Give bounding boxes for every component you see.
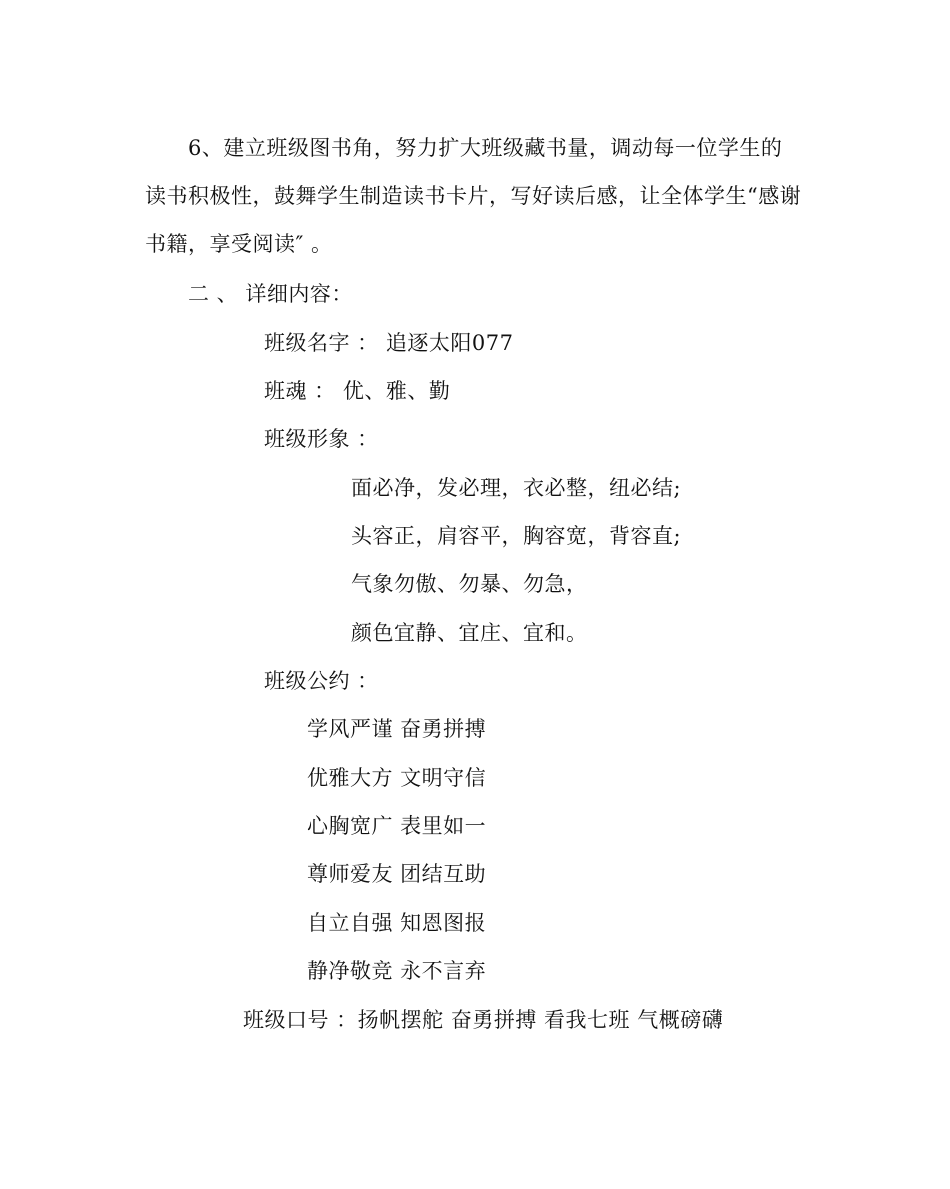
class-convention-line: 尊师爱友 团结互助 bbox=[307, 862, 487, 886]
class-convention-line: 静净敬竞 永不言弃 bbox=[307, 959, 487, 983]
class-image-line: 面必净，发必理，衣必整，纽必结; bbox=[351, 476, 682, 500]
paragraph-6-line-3: 书籍，享受阅读″ 。 bbox=[145, 232, 333, 256]
class-convention-line: 自立自强 知恩图报 bbox=[307, 911, 487, 935]
class-name: 班级名字 ： 追逐太阳077 bbox=[264, 331, 514, 355]
class-convention-line: 优雅大方 文明守信 bbox=[307, 766, 487, 790]
section-heading: 二 、 详细内容： bbox=[188, 282, 353, 306]
class-image-line: 头容正，肩容平，胸容宽，背容直; bbox=[351, 524, 682, 548]
class-convention-line: 学风严谨 奋勇拼搏 bbox=[307, 717, 487, 741]
paragraph-6-line-2: 读书积极性，鼓舞学生制造读书卡片，写好读后感，让全体学生“感谢 bbox=[145, 184, 802, 208]
class-soul: 班魂 ： 优、雅、勤 bbox=[264, 379, 451, 403]
class-image-heading: 班级形象 ： bbox=[264, 427, 379, 451]
class-image-line: 气象勿傲、勿暴、勿急， bbox=[351, 572, 588, 596]
class-image-line: 颜色宜静、宜庄、宜和。 bbox=[351, 621, 588, 645]
class-slogan: 班级口号 ：扬帆摆舵 奋勇拼搏 看我七班 气概磅礴 bbox=[243, 1008, 724, 1032]
class-convention-line: 心胸宽广 表里如一 bbox=[307, 814, 487, 838]
paragraph-6-line-1: 6、建立班级图书角，努力扩大班级藏书量，调动每一位学生的 bbox=[188, 136, 783, 160]
class-convention-heading: 班级公约 ： bbox=[264, 669, 379, 693]
